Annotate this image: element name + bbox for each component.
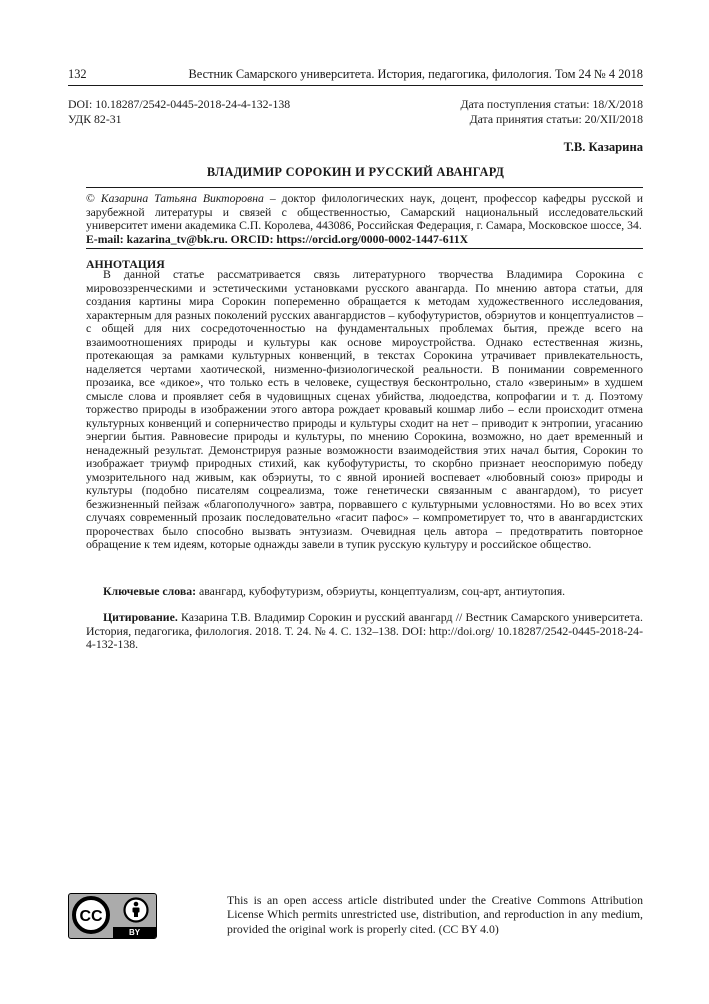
page-number: 132 <box>68 67 87 81</box>
author-contacts: E-mail: kazarina_tv@bk.ru. ORCID: https://orcid.org/0000-0002-1447-611X <box>86 232 469 246</box>
doi-udk-block <box>68 97 290 127</box>
keywords-text: авангард, кубофутуризм, обэриуты, концептуализм, соц-арт, антиутопия. <box>196 584 566 598</box>
by-label: BY <box>113 927 156 938</box>
article-title: ВЛАДИМИР СОРОКИН И РУССКИЙ АВАНГАРД <box>206 165 505 179</box>
header-rule <box>68 85 643 86</box>
author-info <box>86 192 643 246</box>
udk-text: УДК 82-31 <box>68 112 122 126</box>
citation-text: Казарина Т.В. Владимир Сорокин и русский авангард // Вестник Самарского университета. История, педагогика, филология. 2018. Т. 24. № 4. С. 132–138. DOI: http://doi.org/ 10.18287/2542-0445-2018-24-4-132-138. <box>86 610 643 651</box>
journal-title: Вестник Самарского университета. История, педагогика, филология. Том 24 № 4 2018 <box>188 67 643 81</box>
author-short: Т.В. Казарина <box>563 140 643 154</box>
accepted-date: Дата принятия статьи: 20/XII/2018 <box>469 112 643 126</box>
abstract-text: В данной статье рассматривается связь литературного творчества Владимира Сорокина с мировоззренческими и эстетическими установками русского авангарда. По мнению автора статьи, для создания картины мира Сорокин попеременно обращается к методам художественного исследования, характерным для разных поколений русских авангардистов – кубофутуристов, обэриутов и концептуалистов – с общей для них сосредоточенностью на фундаментальных проблемах бытия, прежде всего на взаимоотношениях природы и культуры как основе мироустройства. Однако естественная жизнь, протекающая за рамками культурных конвенций, в текстах Сорокина утрачивает привлекательность, наделяется чертами хаотической, низменно-физиологической реальности. В понимании современного прозаика, все «дикое», что только есть в человеке, существуя бесконтрольно, стало «звериным» в худшем смысле слова и проявляет себя в чудовищных сценах убийства, людоедства, копрофагии и т. д. Поэтому торжество природы в изображении этого автора рождает кровавый кошмар либо – если происходит отмена культурных конвенций и соперничество природы и культуры сходит на нет – приводит к энтропии, угасанию энергии бытия. Равновесие природы и культуры, по мнению Сорокина, возможно, но дает временный и ненадежный результат. Демонстрируя разные возможности взаимодействия этих начал бытия, Сорокин то изображает триумф природных стихий, как кубофутуристы, то скорбно признает неоспоримую победу умозрительного над живым, как обэриуты, то с явной иронией воспевает «любовный союз» природы и культуры (подобно писателям соцреализма, тоже генетически связанным с авангардом), то рисует безжизненный пейзаж «благополучного» завтра, порвавшего с культурными условностями. Но во всех этих случаях современный прозаик последовательно «гасит пафос» – компрометирует то, что в авангардистских пророчествах было способно вызвать энтузиазм. Очевидная цель автора – предотвратить повторное обращение к тем идеям, которые однажды завели в тупик русскую культуру и российское общество. <box>86 267 643 551</box>
doi-text: DOI: 10.18287/2542-0445-2018-24-4-132-138 <box>68 97 291 111</box>
keywords <box>86 585 643 599</box>
author-description: – доктор филологических наук, доцент, профессор кафедры русской и зарубежной литературы и связей с общественностью, Самарский национальный исследовательский университет имени академика С.П. Королева, 443086, Российская Федерация, г. Самара, Московское шоссе, 34. <box>86 192 644 233</box>
author-info-top-rule <box>86 187 643 188</box>
license-text: This is an open access article distributed under the Creative Commons Attribution License Which permits unrestricted use, distribution, and reproduction in any medium, provided the original work is properly cited. (CC BY 4.0) <box>227 893 643 936</box>
copyright-sign: © <box>86 192 95 205</box>
received-date: Дата поступления статьи: 18/X/2018 <box>460 97 643 111</box>
by-person-icon <box>123 897 149 923</box>
dates-block <box>460 97 643 127</box>
author-full-name: Казарина Татьяна Викторовна <box>100 192 264 205</box>
cc-icon-label: CC <box>79 908 103 925</box>
cc-by-license-badge <box>68 893 157 939</box>
keywords-label: Ключевые слова: <box>103 584 197 598</box>
cc-icon <box>71 895 111 935</box>
citation <box>86 611 643 652</box>
abstract-heading: АННОТАЦИЯ <box>86 257 165 271</box>
running-header <box>68 67 643 83</box>
author-info-bottom-rule <box>86 248 643 249</box>
citation-label: Цитирование. <box>103 610 178 624</box>
